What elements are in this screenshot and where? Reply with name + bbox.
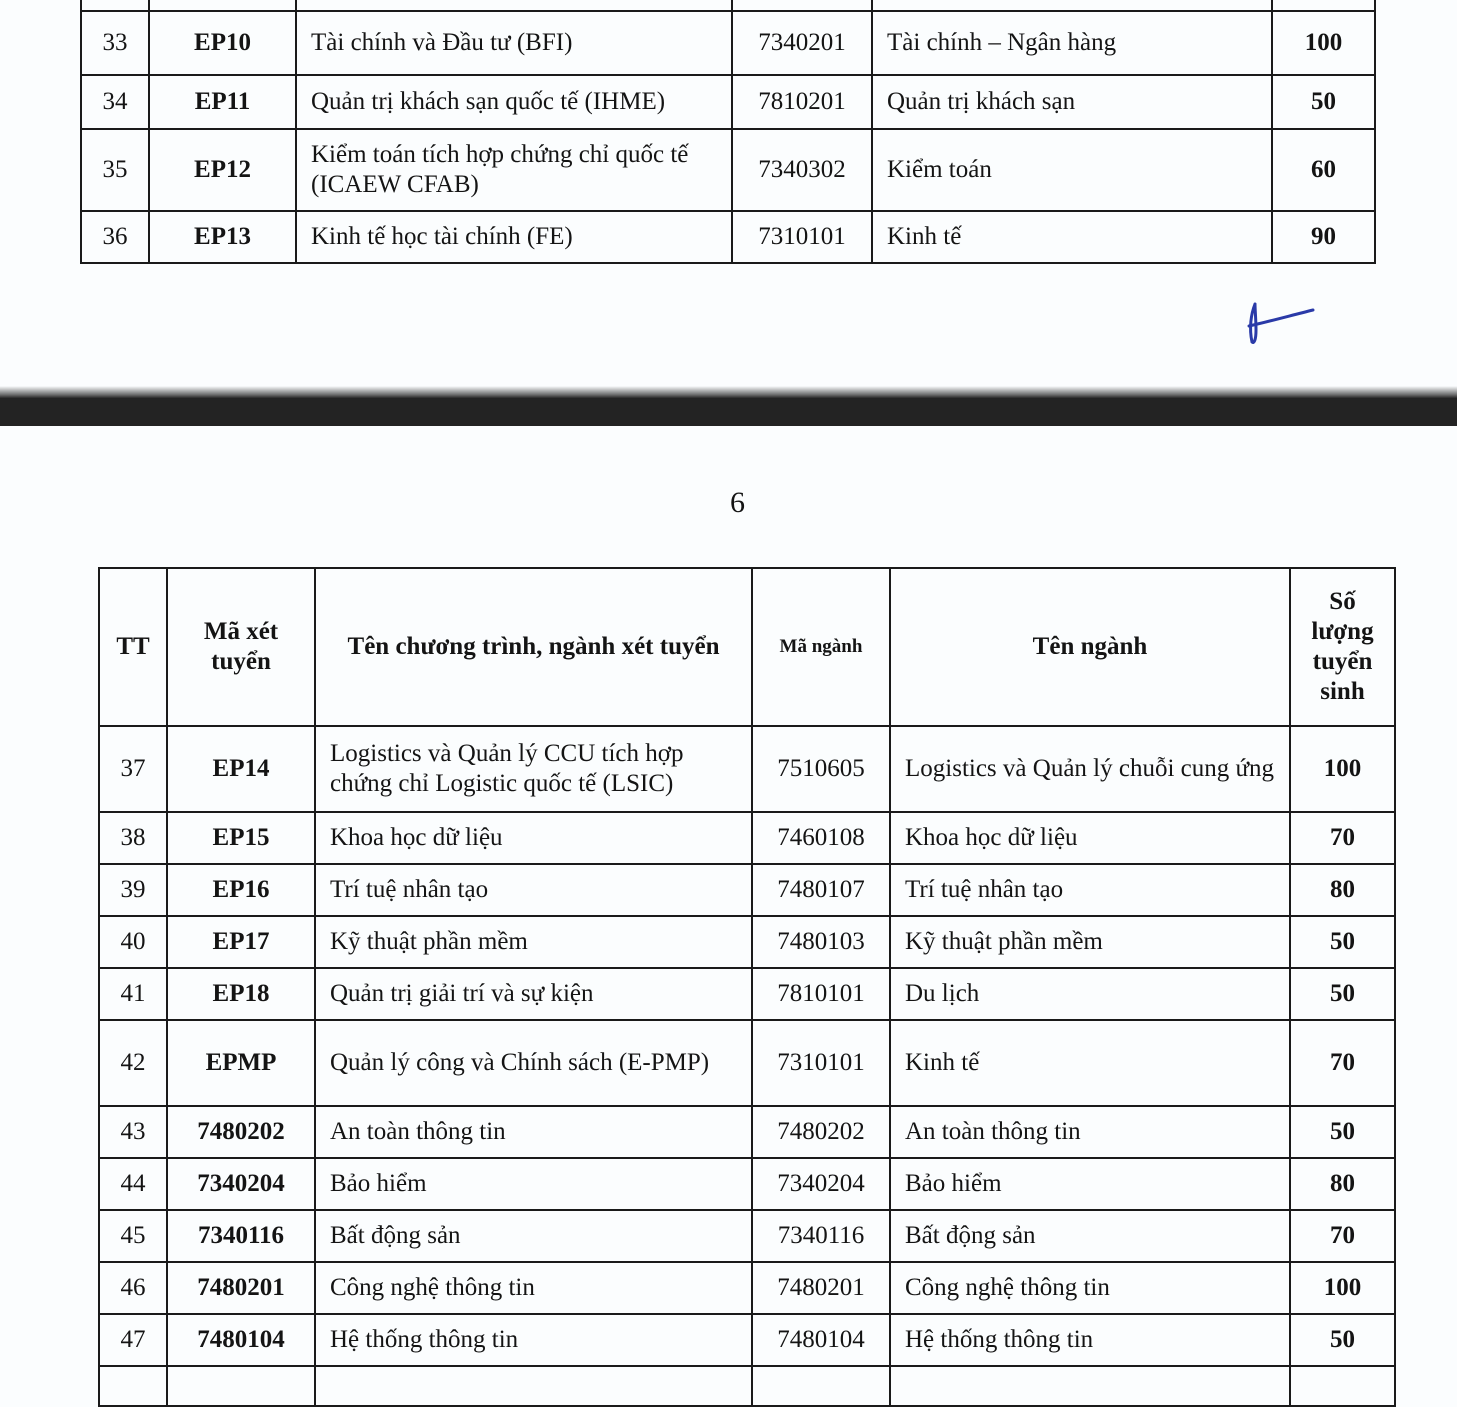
table-header <box>99 568 1395 726</box>
page-break-divider <box>0 398 1457 426</box>
admission-code: 7480201 <box>167 1262 315 1314</box>
major-code: 7510605 <box>752 726 890 812</box>
major-code: 7310101 <box>732 211 872 263</box>
quota: 100 <box>1272 11 1375 75</box>
table-row <box>81 11 1375 75</box>
major-name: Trí tuệ nhân tạo <box>890 864 1290 916</box>
header-quota: Số lượng tuyển sinh <box>1290 568 1395 726</box>
signature-initials-icon <box>1245 300 1317 346</box>
quota: 70 <box>1290 1020 1395 1106</box>
table-row <box>99 1020 1395 1106</box>
cut-off-row <box>81 0 1375 11</box>
table-row <box>99 1210 1395 1262</box>
program-name: Kinh tế học tài chính (FE) <box>296 211 732 263</box>
major-code: 7480201 <box>752 1262 890 1314</box>
row-number: 36 <box>81 211 149 263</box>
major-code: 7340201 <box>732 11 872 75</box>
row-number: 46 <box>99 1262 167 1314</box>
header-major-code: Mã ngành <box>752 568 890 726</box>
quota: 100 <box>1290 726 1395 812</box>
major-name: Quản trị khách sạn <box>872 75 1272 129</box>
table-row <box>99 1262 1395 1314</box>
row-number: 41 <box>99 968 167 1020</box>
admission-code: 7480104 <box>167 1314 315 1366</box>
program-name: Bất động sản <box>315 1210 752 1262</box>
table-body <box>99 726 1395 1406</box>
document-page-5-bottom <box>0 0 1457 388</box>
major-code: 7340302 <box>732 129 872 211</box>
admission-code: EP11 <box>149 75 296 129</box>
row-number: 43 <box>99 1106 167 1158</box>
table-row <box>99 968 1395 1020</box>
major-code: 7810201 <box>732 75 872 129</box>
quota: 60 <box>1272 129 1375 211</box>
table-row <box>99 726 1395 812</box>
quota: 80 <box>1290 864 1395 916</box>
major-code: 7340204 <box>752 1158 890 1210</box>
header-major-name: Tên ngành <box>890 568 1290 726</box>
table-row <box>99 1106 1395 1158</box>
major-code: 7480104 <box>752 1314 890 1366</box>
row-number: 33 <box>81 11 149 75</box>
admission-code: EP18 <box>167 968 315 1020</box>
program-name: Công nghệ thông tin <box>315 1262 752 1314</box>
table-row <box>99 1314 1395 1366</box>
row-number: 34 <box>81 75 149 129</box>
table-row <box>99 812 1395 864</box>
major-name: Công nghệ thông tin <box>890 1262 1290 1314</box>
major-name: Khoa học dữ liệu <box>890 812 1290 864</box>
program-name: Hệ thống thông tin <box>315 1314 752 1366</box>
page-number: 6 <box>730 486 745 519</box>
row-number: 40 <box>99 916 167 968</box>
row-number: 45 <box>99 1210 167 1262</box>
row-number: 39 <box>99 864 167 916</box>
row-number: 42 <box>99 1020 167 1106</box>
row-number: 44 <box>99 1158 167 1210</box>
program-name: Quản trị khách sạn quốc tế (IHME) <box>296 75 732 129</box>
quota: 50 <box>1290 968 1395 1020</box>
quota: 90 <box>1272 211 1375 263</box>
program-name: Tài chính và Đầu tư (BFI) <box>296 11 732 75</box>
admission-code: EP15 <box>167 812 315 864</box>
major-name: An toàn thông tin <box>890 1106 1290 1158</box>
header-tt: TT <box>99 568 167 726</box>
enrollment-table-continued <box>80 0 1376 264</box>
major-name: Logistics và Quản lý chuỗi cung ứng <box>890 726 1290 812</box>
program-name: Kỹ thuật phần mềm <box>315 916 752 968</box>
quota: 50 <box>1290 916 1395 968</box>
quota: 50 <box>1290 1106 1395 1158</box>
program-name: Logistics và Quản lý CCU tích hợp chứng chỉ Logistic quốc tế (LSIC) <box>315 726 752 812</box>
major-name: Du lịch <box>890 968 1290 1020</box>
major-code: 7480103 <box>752 916 890 968</box>
major-code: 7460108 <box>752 812 890 864</box>
table-row <box>81 211 1375 263</box>
quota: 50 <box>1290 1314 1395 1366</box>
major-code: 7340116 <box>752 1210 890 1262</box>
major-name: Bất động sản <box>890 1210 1290 1262</box>
admission-code: 7340204 <box>167 1158 315 1210</box>
cut-off-row <box>99 1366 1395 1406</box>
admission-code: EP16 <box>167 864 315 916</box>
major-name: Kỹ thuật phần mềm <box>890 916 1290 968</box>
row-number: 37 <box>99 726 167 812</box>
program-name: Kiểm toán tích hợp chứng chỉ quốc tế (ICAEW CFAB) <box>296 129 732 211</box>
program-name: Khoa học dữ liệu <box>315 812 752 864</box>
program-name: Quản trị giải trí và sự kiện <box>315 968 752 1020</box>
major-name: Kinh tế <box>872 211 1272 263</box>
table-row <box>81 129 1375 211</box>
row-number: 47 <box>99 1314 167 1366</box>
table-row <box>81 75 1375 129</box>
admission-code: 7480202 <box>167 1106 315 1158</box>
table-row <box>99 916 1395 968</box>
major-name: Hệ thống thông tin <box>890 1314 1290 1366</box>
admission-code: 7340116 <box>167 1210 315 1262</box>
table-row <box>99 1158 1395 1210</box>
major-code: 7310101 <box>752 1020 890 1106</box>
admission-code: EP14 <box>167 726 315 812</box>
row-number: 38 <box>99 812 167 864</box>
quota: 100 <box>1290 1262 1395 1314</box>
admission-code: EP10 <box>149 11 296 75</box>
major-code: 7810101 <box>752 968 890 1020</box>
admission-code: EP17 <box>167 916 315 968</box>
quota: 80 <box>1290 1158 1395 1210</box>
quota: 70 <box>1290 812 1395 864</box>
major-name: Tài chính – Ngân hàng <box>872 11 1272 75</box>
row-number: 35 <box>81 129 149 211</box>
top-table-body <box>81 0 1375 263</box>
major-name: Bảo hiểm <box>890 1158 1290 1210</box>
program-name: Quản lý công và Chính sách (E-PMP) <box>315 1020 752 1106</box>
admission-code: EPMP <box>167 1020 315 1106</box>
quota: 70 <box>1290 1210 1395 1262</box>
program-name: Bảo hiểm <box>315 1158 752 1210</box>
admission-code: EP12 <box>149 129 296 211</box>
major-name: Kinh tế <box>890 1020 1290 1106</box>
major-name: Kiểm toán <box>872 129 1272 211</box>
header-program-name: Tên chương trình, ngành xét tuyển <box>315 568 752 726</box>
enrollment-table <box>98 567 1396 1407</box>
program-name: An toàn thông tin <box>315 1106 752 1158</box>
program-name: Trí tuệ nhân tạo <box>315 864 752 916</box>
quota: 50 <box>1272 75 1375 129</box>
page-break-shadow <box>0 386 1457 398</box>
header-admission-code: Mã xét tuyển <box>167 568 315 726</box>
table-row <box>99 864 1395 916</box>
major-code: 7480202 <box>752 1106 890 1158</box>
major-code: 7480107 <box>752 864 890 916</box>
admission-code: EP13 <box>149 211 296 263</box>
